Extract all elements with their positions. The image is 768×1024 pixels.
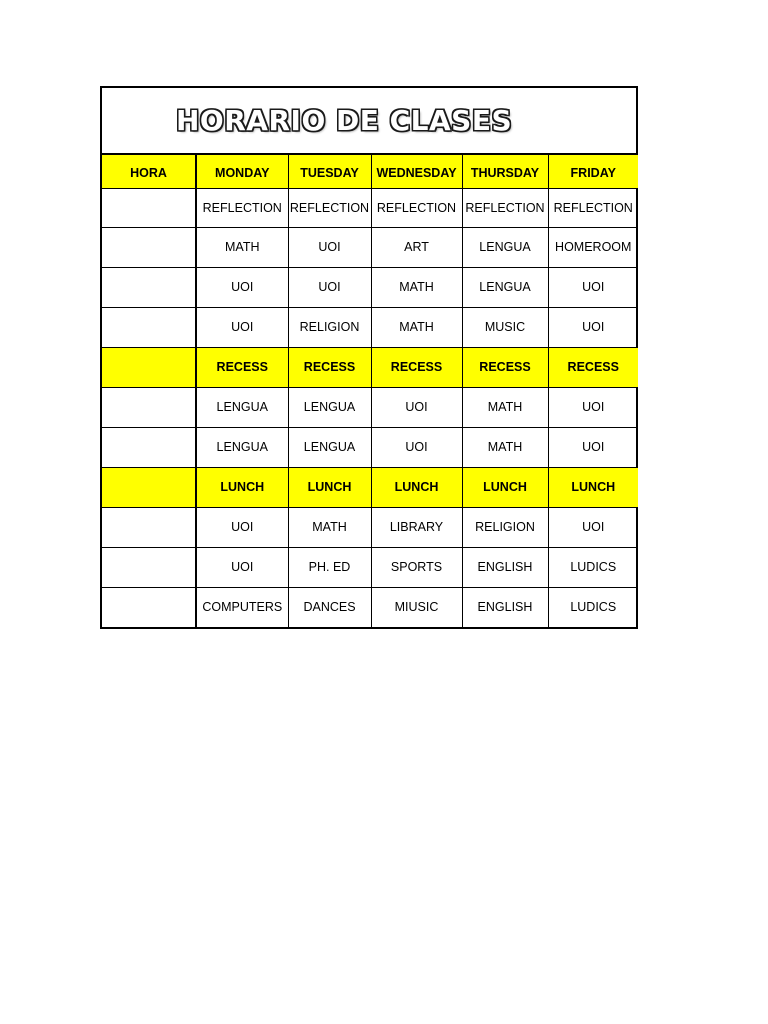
cell-tuesday: REFLECTION <box>288 188 371 227</box>
cell-wednesday: MATH <box>371 307 462 347</box>
table-row <box>102 547 638 587</box>
cell-thursday: LENGUA <box>462 267 548 307</box>
cell-monday: REFLECTION <box>196 188 288 227</box>
cell-wednesday: SPORTS <box>371 547 462 587</box>
cell-wednesday: UOI <box>371 427 462 467</box>
table-row <box>102 427 638 467</box>
cell-thursday: LUNCH <box>462 467 548 507</box>
cell-thursday: RECESS <box>462 347 548 387</box>
cell-wednesday: REFLECTION <box>371 188 462 227</box>
cell-monday: UOI <box>196 307 288 347</box>
cell-friday: UOI <box>548 387 638 427</box>
table-row <box>102 188 638 227</box>
title-row <box>102 88 636 155</box>
cell-thursday: ENGLISH <box>462 587 548 627</box>
hora-cell <box>102 267 196 307</box>
cell-thursday: MATH <box>462 387 548 427</box>
cell-monday: MATH <box>196 227 288 267</box>
cell-monday: RECESS <box>196 347 288 387</box>
cell-friday: LUDICS <box>548 587 638 627</box>
cell-thursday: RELIGION <box>462 507 548 547</box>
hora-cell <box>102 427 196 467</box>
header-tuesday: TUESDAY <box>288 155 371 188</box>
cell-tuesday: LENGUA <box>288 387 371 427</box>
cell-friday: UOI <box>548 307 638 347</box>
schedule-body <box>102 155 638 627</box>
cell-tuesday: LENGUA <box>288 427 371 467</box>
cell-wednesday: LIBRARY <box>371 507 462 547</box>
hora-cell <box>102 387 196 427</box>
cell-tuesday: LUNCH <box>288 467 371 507</box>
table-row <box>102 307 638 347</box>
schedule-sheet <box>100 86 638 629</box>
hora-cell <box>102 307 196 347</box>
cell-friday: UOI <box>548 507 638 547</box>
hora-cell <box>102 227 196 267</box>
cell-friday: LUNCH <box>548 467 638 507</box>
cell-wednesday: MIUSIC <box>371 587 462 627</box>
hora-cell <box>102 347 196 387</box>
cell-tuesday: PH. ED <box>288 547 371 587</box>
cell-tuesday: DANCES <box>288 587 371 627</box>
cell-thursday: ENGLISH <box>462 547 548 587</box>
header-thursday: THURSDAY <box>462 155 548 188</box>
cell-wednesday: LUNCH <box>371 467 462 507</box>
header-hora: HORA <box>102 155 196 188</box>
cell-wednesday: MATH <box>371 267 462 307</box>
hora-cell <box>102 467 196 507</box>
cell-thursday: LENGUA <box>462 227 548 267</box>
hora-cell <box>102 547 196 587</box>
hora-cell <box>102 188 196 227</box>
cell-wednesday: UOI <box>371 387 462 427</box>
cell-tuesday: UOI <box>288 267 371 307</box>
cell-friday: HOMEROOM <box>548 227 638 267</box>
break-row <box>102 347 638 387</box>
cell-monday: UOI <box>196 507 288 547</box>
header-wednesday: WEDNESDAY <box>371 155 462 188</box>
hora-cell <box>102 587 196 627</box>
cell-monday: UOI <box>196 267 288 307</box>
cell-friday: REFLECTION <box>548 188 638 227</box>
cell-wednesday: RECESS <box>371 347 462 387</box>
header-friday: FRIDAY <box>548 155 638 188</box>
schedule-table <box>102 155 638 627</box>
cell-thursday: MUSIC <box>462 307 548 347</box>
table-row <box>102 387 638 427</box>
hora-cell <box>102 507 196 547</box>
cell-tuesday: RELIGION <box>288 307 371 347</box>
schedule-title: HORARIO DE CLASES <box>176 104 513 137</box>
cell-wednesday: ART <box>371 227 462 267</box>
cell-friday: UOI <box>548 267 638 307</box>
cell-monday: UOI <box>196 547 288 587</box>
table-row <box>102 587 638 627</box>
cell-monday: LENGUA <box>196 387 288 427</box>
table-row <box>102 267 638 307</box>
header-row <box>102 155 638 188</box>
break-row <box>102 467 638 507</box>
cell-tuesday: RECESS <box>288 347 371 387</box>
cell-thursday: REFLECTION <box>462 188 548 227</box>
cell-monday: COMPUTERS <box>196 587 288 627</box>
cell-tuesday: MATH <box>288 507 371 547</box>
table-row <box>102 227 638 267</box>
header-monday: MONDAY <box>196 155 288 188</box>
cell-friday: RECESS <box>548 347 638 387</box>
table-row <box>102 507 638 547</box>
cell-thursday: MATH <box>462 427 548 467</box>
cell-monday: LENGUA <box>196 427 288 467</box>
cell-monday: LUNCH <box>196 467 288 507</box>
cell-friday: LUDICS <box>548 547 638 587</box>
cell-tuesday: UOI <box>288 227 371 267</box>
cell-friday: UOI <box>548 427 638 467</box>
